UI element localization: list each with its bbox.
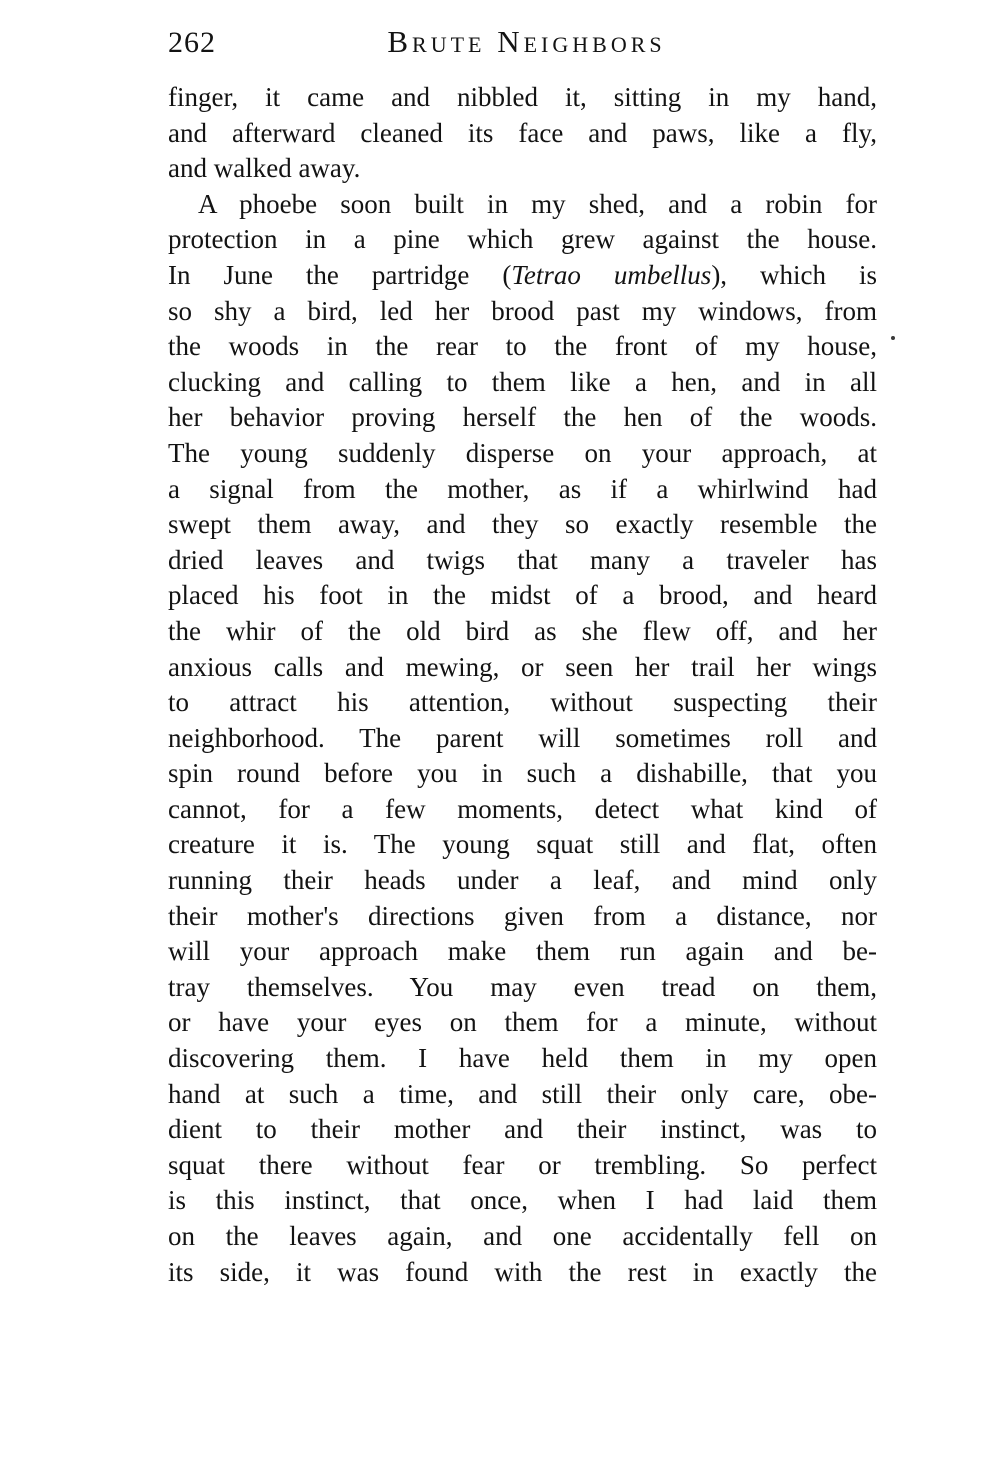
text-line: squat there without fear or trembling. So perfect: [168, 1149, 877, 1180]
text-column: [168, 24, 877, 1290]
text-line: discovering them. I have held them in my open: [168, 1043, 877, 1074]
text-line: its side, it was found with the rest in exactly the: [168, 1256, 877, 1287]
page-number: 262: [168, 26, 216, 59]
text-line: on the leaves again, and one accidentally fell on: [168, 1221, 877, 1251]
text-line: will your approach make them run again and be-: [168, 936, 877, 967]
text-line: is this instinct, that once, when I had laid them: [168, 1185, 877, 1216]
chapter-running-title: Brute Neighbors: [387, 24, 666, 59]
running-header: [168, 24, 877, 64]
text-line: creature it is. The young squat still and flat, often: [168, 829, 877, 860]
text-line: the woods in the rear to the front of my house,: [168, 331, 877, 362]
text-line: A phoebe soon built in my shed, and a robin for: [198, 188, 877, 219]
text-line: cannot, for a few moments, detect what kind of: [168, 793, 877, 824]
text-line: a signal from the mother, as if a whirlwind had: [168, 473, 877, 504]
text-line: and afterward cleaned its face and paws, like a fly,: [168, 117, 877, 148]
italic-species-name: Tetrao umbellus: [511, 259, 712, 290]
text-line: placed his foot in the midst of a brood, and heard: [168, 580, 877, 611]
text-line: her behavior proving herself the hen of the woods.: [168, 402, 877, 433]
text-line: clucking and calling to them like a hen, and in all: [168, 366, 877, 397]
text-line: finger, it came and nibbled it, sitting in my hand,: [168, 82, 877, 112]
text-line: dried leaves and twigs that many a traveler has: [168, 544, 877, 575]
page-body: [168, 80, 877, 1290]
text-line: In June the partridge (Tetrao umbellus), which is: [168, 259, 877, 290]
text-line: anxious calls and mewing, or seen her trail her wings: [168, 651, 877, 682]
text-line: running their heads under a leaf, and mind only: [168, 865, 877, 896]
paragraph: [168, 80, 877, 187]
text-line: and walked away.: [168, 153, 361, 184]
paragraph: [168, 187, 877, 1290]
text-line: neighborhood. The parent will sometimes roll and: [168, 722, 877, 753]
text-line: the whir of the old bird as she flew off, and her: [168, 615, 877, 646]
text-line: their mother's directions given from a distance, nor: [168, 900, 877, 931]
text-line: or have your eyes on them for a minute, without: [168, 1007, 877, 1038]
text-line: to attract his attention, without suspecting their: [168, 687, 877, 718]
text-line: tray themselves. You may even tread on them,: [168, 971, 877, 1002]
text-line: protection in a pine which grew against the house.: [168, 224, 877, 255]
text-line: so shy a bird, led her brood past my windows, from: [168, 295, 877, 326]
text-line: swept them away, and they so exactly resemble the: [168, 509, 877, 540]
text-line: hand at such a time, and still their only care, obe-: [168, 1078, 877, 1109]
text-line: spin round before you in such a dishabille, that you: [168, 758, 877, 789]
scan-speck-artifact: [891, 336, 895, 340]
text-line: The young suddenly disperse on your approach, at: [168, 437, 877, 468]
text-line: dient to their mother and their instinct, was to: [168, 1114, 877, 1145]
